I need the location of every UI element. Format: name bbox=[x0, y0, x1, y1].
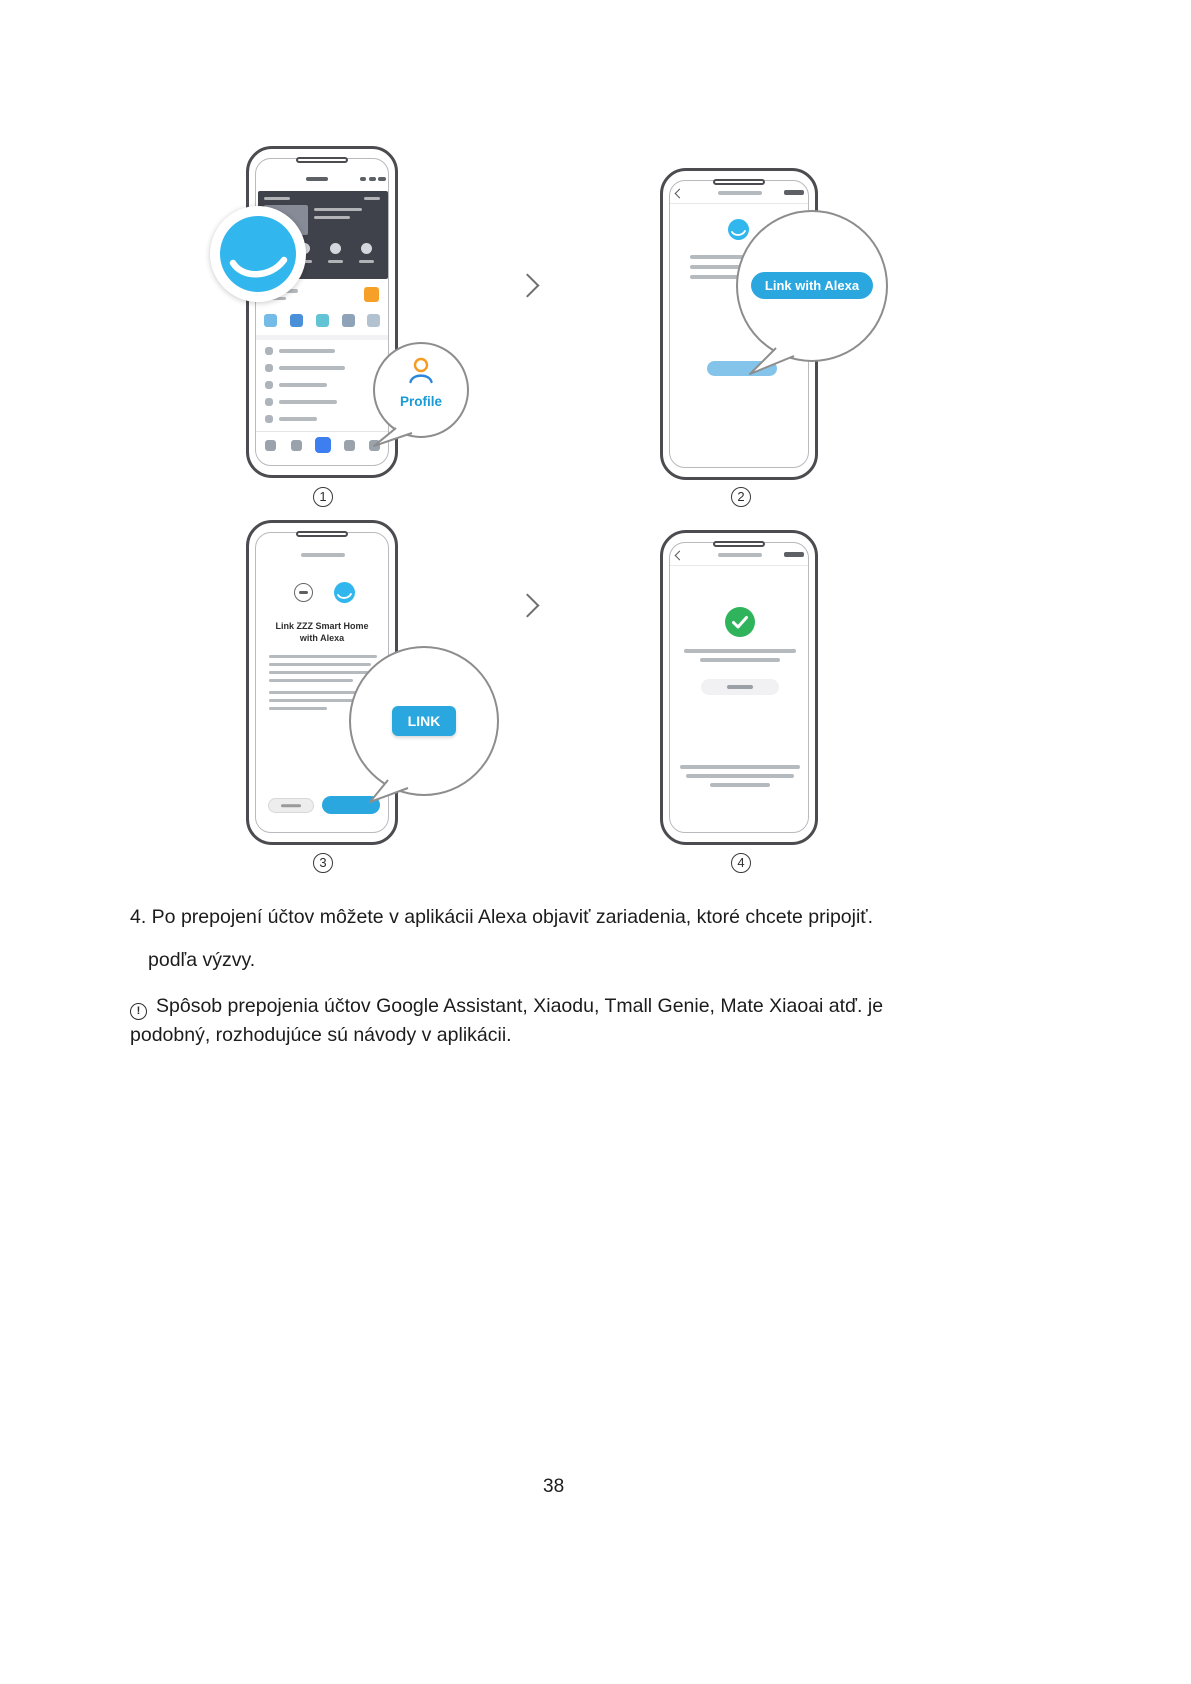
back-icon bbox=[675, 551, 685, 561]
placeholder-line bbox=[299, 591, 308, 594]
phone-speaker-notch bbox=[296, 531, 348, 537]
placeholder-line bbox=[727, 685, 753, 689]
nav-icon bbox=[291, 440, 302, 451]
placeholder-line bbox=[369, 177, 376, 181]
placeholder-line bbox=[784, 190, 804, 195]
note-text: Spôsob prepojenia účtov Google Assistant, Xiaodu, Tmall Genie, Mate Xiaoai atď. je podobný, rozhodujúce sú návody v aplikácii. bbox=[130, 995, 884, 1047]
banner-icon bbox=[330, 243, 341, 254]
list-item-icon bbox=[265, 398, 273, 406]
app-shortcut-icon bbox=[342, 314, 355, 327]
back-icon bbox=[675, 189, 685, 199]
phone4-screen bbox=[669, 542, 809, 833]
alexa-logo-icon bbox=[220, 216, 296, 292]
placeholder-line bbox=[686, 774, 794, 778]
nav-icon bbox=[265, 440, 276, 451]
arrow-right-icon bbox=[515, 593, 539, 617]
phone-speaker-notch bbox=[296, 157, 348, 163]
placeholder-line bbox=[306, 177, 328, 181]
phone-speaker-notch bbox=[713, 179, 765, 185]
step-number-1: 1 bbox=[313, 487, 333, 507]
alexa-logo-badge bbox=[210, 206, 306, 302]
placeholder-line bbox=[279, 417, 317, 421]
placeholder-line bbox=[279, 383, 327, 387]
phone-speaker-notch bbox=[713, 541, 765, 547]
placeholder-line bbox=[784, 552, 804, 557]
nav-home-icon bbox=[315, 437, 331, 453]
list-item-icon bbox=[265, 381, 273, 389]
note-paragraph bbox=[130, 992, 962, 1051]
phone-illustration-step4 bbox=[660, 530, 818, 845]
placeholder-line bbox=[700, 658, 780, 662]
placeholder-line bbox=[314, 216, 350, 219]
app-shortcut-icon bbox=[367, 314, 380, 327]
banner-icon bbox=[361, 243, 372, 254]
list-item-icon bbox=[265, 415, 273, 423]
placeholder-line bbox=[718, 191, 762, 195]
profile-callout-bubble bbox=[352, 336, 482, 450]
placeholder-line bbox=[269, 707, 327, 710]
app-shortcut-icon bbox=[316, 314, 329, 327]
profile-person-icon bbox=[407, 356, 435, 384]
step-4-instruction-line2: podľa výzvy. bbox=[148, 949, 256, 971]
link-page-title-line2: with Alexa bbox=[299, 633, 345, 643]
profile-label: Profile bbox=[399, 394, 442, 409]
list-item-icon bbox=[265, 347, 273, 355]
step-number-2: 2 bbox=[731, 487, 751, 507]
placeholder-line bbox=[710, 783, 770, 787]
placeholder-line bbox=[680, 765, 800, 769]
success-check-icon bbox=[725, 607, 755, 637]
placeholder-line bbox=[281, 804, 301, 808]
placeholder-line bbox=[264, 197, 290, 200]
info-icon-glyph: ! bbox=[136, 1005, 141, 1017]
placeholder-line bbox=[328, 260, 343, 263]
placeholder-line bbox=[378, 177, 386, 181]
link-page-title-line1: Link ZZZ Smart Home bbox=[275, 621, 369, 631]
placeholder-line bbox=[301, 553, 345, 557]
placeholder-line bbox=[718, 553, 762, 557]
step-4-instruction-line1: 4. Po prepojení účtov môžete v aplikácii Alexa objaviť zariadenia, ktoré chcete pripojiť. bbox=[130, 906, 874, 928]
promo-icon bbox=[364, 287, 379, 302]
arrow-right-icon bbox=[515, 273, 539, 297]
link-with-alexa-button: Link with Alexa bbox=[751, 272, 873, 299]
page-number: 38 bbox=[543, 1476, 565, 1497]
alexa-logo-icon bbox=[334, 582, 355, 603]
placeholder-line bbox=[364, 197, 380, 200]
step-number-4: 4 bbox=[731, 853, 751, 873]
app-shortcut-icon bbox=[290, 314, 303, 327]
placeholder-line bbox=[359, 260, 374, 263]
app-shortcut-icon bbox=[264, 314, 277, 327]
step-number-3: 3 bbox=[313, 853, 333, 873]
placeholder-line bbox=[360, 177, 366, 181]
placeholder-line bbox=[279, 400, 337, 404]
done-button bbox=[701, 679, 779, 695]
info-icon bbox=[130, 1003, 147, 1020]
list-item-icon bbox=[265, 364, 273, 372]
placeholder-line bbox=[279, 366, 345, 370]
placeholder-line bbox=[684, 649, 796, 653]
link-button: LINK bbox=[392, 706, 456, 736]
placeholder-line bbox=[314, 208, 362, 211]
header-divider bbox=[670, 565, 809, 566]
placeholder-line bbox=[279, 349, 335, 353]
cancel-button bbox=[268, 798, 314, 813]
